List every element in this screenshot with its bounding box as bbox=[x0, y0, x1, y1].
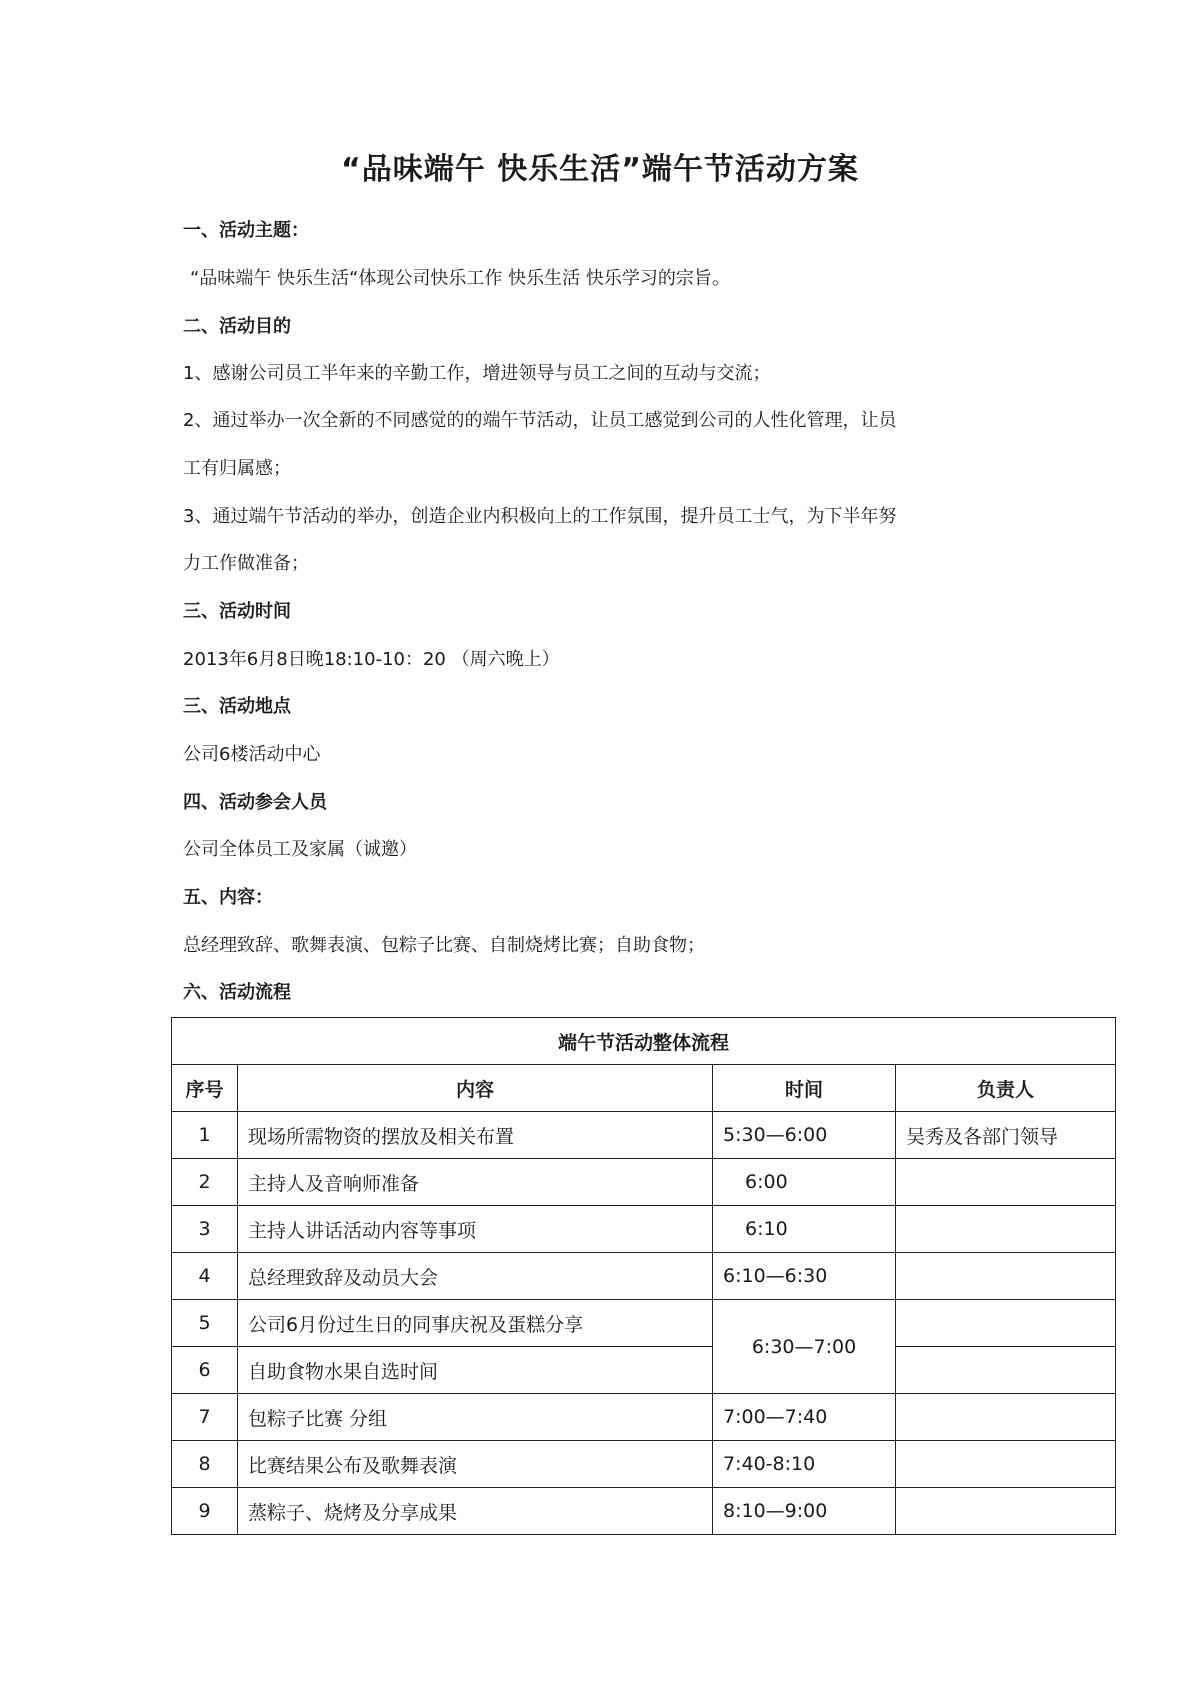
table-row bbox=[172, 1394, 1116, 1441]
row-content: 现场所需物资的摆放及相关布置 bbox=[238, 1112, 713, 1159]
row-no: 3 bbox=[172, 1206, 238, 1253]
row-owner bbox=[896, 1347, 1116, 1394]
content-text: 总经理致辞、歌舞表演、包粽子比赛、自制烧烤比赛；自助食物； bbox=[183, 935, 705, 956]
section-heading-theme: 一、活动主题： bbox=[183, 220, 309, 241]
row-content: 公司6月份过生日的同事庆祝及蛋糕分享 bbox=[238, 1300, 713, 1347]
row-owner bbox=[896, 1488, 1116, 1535]
section-heading-purpose: 二、活动目的 bbox=[183, 316, 291, 337]
row-owner bbox=[896, 1394, 1116, 1441]
location-text: 公司6楼活动中心 bbox=[183, 744, 321, 765]
table-caption: 端午节活动整体流程 bbox=[172, 1018, 1116, 1065]
table-row bbox=[172, 1159, 1116, 1206]
row-no: 5 bbox=[172, 1300, 238, 1347]
section-heading-attendees: 四、活动参会人员 bbox=[183, 792, 327, 813]
table-caption-row bbox=[172, 1018, 1116, 1065]
purpose-item-2-line-2: 工有归属感； bbox=[183, 458, 291, 479]
row-time: 5:30—6:00 bbox=[713, 1112, 896, 1159]
purpose-item-3-line-1: 3、通过端午节活动的举办，创造企业内积极向上的工作氛围，提升员工士气，为下半年努 bbox=[183, 506, 897, 527]
row-owner bbox=[896, 1159, 1116, 1206]
event-time-text: 2013年6月8日晚18:10-10：20 （周六晚上） bbox=[183, 649, 560, 670]
row-content: 比赛结果公布及歌舞表演 bbox=[238, 1441, 713, 1488]
attendees-text: 公司全体员工及家属（诚邀） bbox=[183, 839, 417, 860]
header-no: 序号 bbox=[172, 1065, 238, 1112]
row-time: 6:00 bbox=[713, 1159, 896, 1206]
row-owner bbox=[896, 1441, 1116, 1488]
purpose-item-3-line-2: 力工作做准备； bbox=[183, 553, 309, 574]
document-title: “品味端午 快乐生活”端午节活动方案 bbox=[341, 152, 859, 187]
row-owner bbox=[896, 1206, 1116, 1253]
row-content: 自助食物水果自选时间 bbox=[238, 1347, 713, 1394]
row-content: 主持人讲话活动内容等事项 bbox=[238, 1206, 713, 1253]
row-no: 2 bbox=[172, 1159, 238, 1206]
row-no: 4 bbox=[172, 1253, 238, 1300]
table-row bbox=[172, 1206, 1116, 1253]
row-no: 7 bbox=[172, 1394, 238, 1441]
table-row bbox=[172, 1488, 1116, 1535]
row-time: 6:10 bbox=[713, 1206, 896, 1253]
row-content: 主持人及音响师准备 bbox=[238, 1159, 713, 1206]
row-no: 8 bbox=[172, 1441, 238, 1488]
table-row bbox=[172, 1347, 1116, 1394]
section-heading-time: 三、活动时间 bbox=[183, 601, 291, 622]
section-heading-location: 三、活动地点 bbox=[183, 696, 291, 717]
purpose-item-2-line-1: 2、通过举办一次全新的不同感觉的的端午节活动，让员工感觉到公司的人性化管理，让员 bbox=[183, 410, 897, 431]
table-row bbox=[172, 1112, 1116, 1159]
row-time-merged: 6:30—7:00 bbox=[713, 1300, 896, 1394]
table-row bbox=[172, 1441, 1116, 1488]
row-time: 7:00—7:40 bbox=[713, 1394, 896, 1441]
row-owner bbox=[896, 1300, 1116, 1347]
row-owner: 吴秀及各部门领导 bbox=[896, 1112, 1116, 1159]
section-heading-flow: 六、活动流程 bbox=[183, 982, 291, 1003]
table-header-row bbox=[172, 1065, 1116, 1112]
header-content: 内容 bbox=[238, 1065, 713, 1112]
flow-table bbox=[171, 1017, 1116, 1535]
row-no: 1 bbox=[172, 1112, 238, 1159]
row-time: 7:40-8:10 bbox=[713, 1441, 896, 1488]
purpose-item-1: 1、感谢公司员工半年来的辛勤工作，增进领导与员工之间的互动与交流； bbox=[183, 363, 771, 384]
row-time: 6:10—6:30 bbox=[713, 1253, 896, 1300]
row-content: 蒸粽子、烧烤及分享成果 bbox=[238, 1488, 713, 1535]
header-time: 时间 bbox=[713, 1065, 896, 1112]
row-content: 总经理致辞及动员大会 bbox=[238, 1253, 713, 1300]
section-heading-content: 五、内容： bbox=[183, 887, 273, 908]
row-time: 8:10—9:00 bbox=[713, 1488, 896, 1535]
table-row bbox=[172, 1253, 1116, 1300]
header-owner: 负责人 bbox=[896, 1065, 1116, 1112]
table-row bbox=[172, 1300, 1116, 1347]
row-no: 9 bbox=[172, 1488, 238, 1535]
row-owner bbox=[896, 1253, 1116, 1300]
theme-text: “品味端午 快乐生活“体现公司快乐工作 快乐生活 快乐学习的宗旨。 bbox=[190, 268, 730, 289]
row-content: 包粽子比赛 分组 bbox=[238, 1394, 713, 1441]
row-no: 6 bbox=[172, 1347, 238, 1394]
